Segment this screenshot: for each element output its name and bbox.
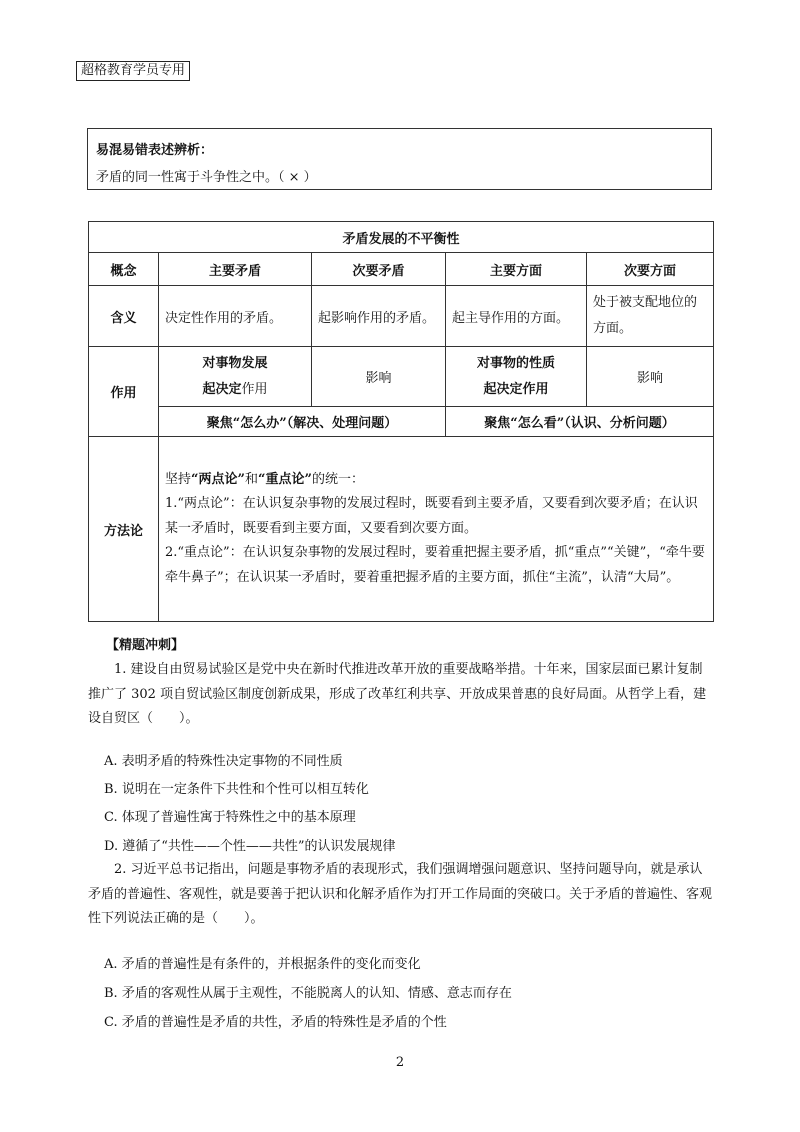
header-tag: 超格教育学员专用 bbox=[76, 61, 190, 81]
effect-cell-line: 对事物发展 bbox=[202, 355, 268, 371]
method-intro-bold: “两点论” bbox=[191, 471, 245, 487]
effect-cell bbox=[159, 347, 312, 407]
effect-cell-line bbox=[165, 377, 305, 403]
meaning-cell: 起主导作用的方面。 bbox=[446, 286, 587, 347]
table-title: 矛盾发展的不平衡性 bbox=[89, 222, 714, 253]
error-box-statement: 矛盾的同一性寓于斗争性之中。（ × ） bbox=[96, 170, 317, 185]
meaning-cell: 处于被支配地位的方面。 bbox=[587, 286, 714, 347]
effect-cell: 影响 bbox=[587, 347, 714, 407]
effect-cell-line: 起决定作用 bbox=[483, 381, 549, 397]
effect-cell: 影响 bbox=[312, 347, 446, 407]
question-1-option: A. 表明矛盾的特殊性决定事物的不同性质 bbox=[104, 754, 343, 769]
method-point: 1.“两点论”：在认识复杂事物的发展过程时，既要看到主要矛盾，又要看到次要矛盾；在认识某一矛盾时，既要看到主要方面，又要看到次要方面。 bbox=[165, 496, 698, 536]
row-label-method: 方法论 bbox=[89, 437, 159, 622]
method-intro-suffix: 的统一： bbox=[311, 471, 364, 487]
header-principal-aspect: 主要方面 bbox=[446, 253, 587, 286]
meaning-cell: 决定性作用的矛盾。 bbox=[159, 286, 312, 347]
method-intro bbox=[165, 468, 707, 493]
question-2-stem: 2. 习近平总书记指出，问题是事物矛盾的表现形式，我们强调增强问题意识、坚持问题导向，就是承认矛盾的普遍性、客观性，就是要善于把认识和化解矛盾作为打开工作局面的突破口。关于矛盾的普遍性、客观性下列说法正确的是（ ）。 bbox=[88, 862, 713, 926]
method-intro-mid: 和 bbox=[244, 471, 258, 487]
method-intro-bold: “重点论” bbox=[258, 471, 312, 487]
question-2-option: B. 矛盾的客观性从属于主观性，不能脱离人的认知、情感、意志而存在 bbox=[104, 986, 512, 1001]
section-title: 【精题冲刺】 bbox=[106, 638, 185, 653]
effect-cell bbox=[446, 347, 587, 407]
header-secondary-aspect: 次要方面 bbox=[587, 253, 714, 286]
focus-left: 聚焦“怎么办”（解决、处理问题） bbox=[159, 407, 446, 437]
header-secondary-contradiction: 次要矛盾 bbox=[312, 253, 446, 286]
effect-cell-bold: 起决定 bbox=[202, 381, 242, 397]
focus-right: 聚焦“怎么看”（认识、分析问题） bbox=[446, 407, 714, 437]
method-intro-prefix: 坚持 bbox=[165, 471, 192, 487]
question-2-option: A. 矛盾的普遍性是有条件的，并根据条件的变化而变化 bbox=[104, 957, 421, 972]
question-2-option: C. 矛盾的普遍性是矛盾的共性，矛盾的特殊性是矛盾的个性 bbox=[104, 1015, 447, 1030]
page-number: 2 bbox=[395, 1055, 405, 1070]
effect-cell-line: 对事物的性质 bbox=[476, 355, 555, 371]
row-label-meaning: 含义 bbox=[89, 286, 159, 347]
error-box-heading: 易混易错表述辨析： bbox=[96, 143, 214, 158]
question-1-option: C. 体现了普遍性寓于特殊性之中的基本原理 bbox=[104, 810, 356, 825]
header-concept: 概念 bbox=[89, 253, 159, 286]
error-box bbox=[87, 128, 712, 190]
method-point: 2.“重点论”：在认识复杂事物的发展过程时，要着重把握主要矛盾，抓“重点”“关键”，“牵牛要牵牛鼻子”；在认识某一矛盾时，要着重把握矛盾的主要方面，抓住“主流”，认清“大局”。 bbox=[165, 545, 705, 585]
imbalance-table bbox=[88, 221, 714, 622]
question-1-stem: 1. 建设自由贸易试验区是党中央在新时代推进改革开放的重要战略举措。十年来，国家层面已累计复制推广了 302 项自贸试验区制度创新成果，形成了改革红利共享、开放成果普惠的良好局面。从哲学上看，建设自贸区（ ）。 bbox=[88, 662, 707, 726]
meaning-cell: 起影响作用的矛盾。 bbox=[312, 286, 446, 347]
row-label-effect: 作用 bbox=[89, 347, 159, 437]
effect-cell-normal: 作用 bbox=[241, 381, 268, 397]
question-1-option: B. 说明在一定条件下共性和个性可以相互转化 bbox=[104, 782, 369, 797]
method-content bbox=[159, 437, 714, 622]
header-principal-contradiction: 主要矛盾 bbox=[159, 253, 312, 286]
question-1-option: D. 遵循了“共性——个性——共性”的认识发展规律 bbox=[104, 839, 396, 854]
